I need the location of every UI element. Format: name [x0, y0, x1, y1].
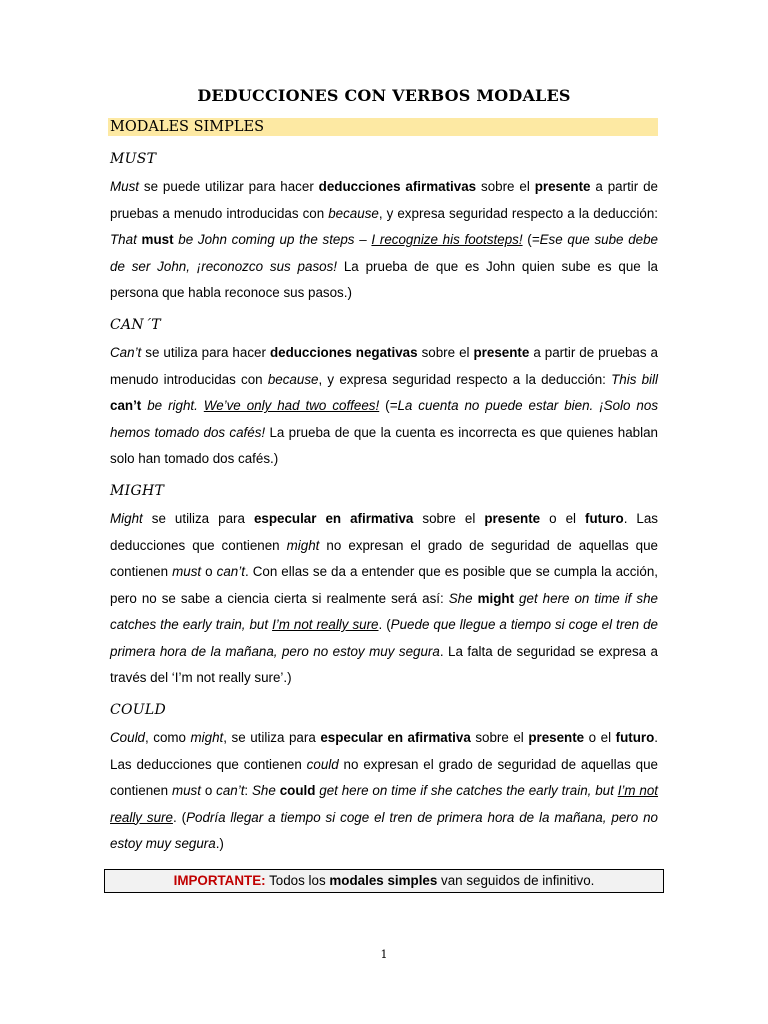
text-span: . Las deducciones que contienen [110, 730, 659, 772]
text-span: sobre el [470, 730, 529, 745]
text-span: , y expresa seguridad respecto a la deducción: [318, 371, 612, 387]
paragraph-might [110, 506, 658, 692]
text-span: =La cuenta no puede estar bien. ¡Solo nos hemos tomado dos cafés! [110, 398, 659, 440]
text-span: o el [584, 730, 616, 745]
text-span: especular en afirmativa [253, 511, 414, 526]
text-span: might [477, 590, 515, 606]
text-span: o [200, 783, 217, 798]
text-span: I recognize his footsteps! [371, 232, 523, 247]
section-heading-modales-simples: MODALES SIMPLES [108, 118, 658, 136]
text-span: Puede que llegue a tiempo si coge el tren de primera hora de la mañana, pero no estoy muy segura [110, 617, 658, 659]
text-span: deducciones negativas [269, 345, 418, 360]
text-span: could [279, 783, 316, 798]
text-span: be right. [141, 398, 204, 413]
text-span: , se utiliza para [223, 730, 321, 745]
text-span: get here on time if she catches the early train, but [110, 590, 658, 632]
text-span: =Ese que sube debe de ser John, ¡reconozco sus pasos! [110, 232, 659, 274]
text-span: can’t [216, 783, 245, 798]
text-span: . La falta de seguridad se expresa a través del ‘I’m not really sure’.) [110, 643, 659, 685]
paragraph-cant [110, 340, 658, 473]
text-span: Must [110, 179, 140, 194]
text-span: . ( [172, 809, 187, 825]
important-label: IMPORTANTE: [173, 873, 266, 888]
text-span: can’t [110, 398, 142, 413]
text-span: deducciones afirmativas [318, 179, 477, 194]
text-span: Can’t [110, 345, 142, 360]
text-span: futuro [615, 730, 655, 745]
text-span: I’m not really sure [272, 617, 379, 632]
text-span: be John coming up the steps – [173, 232, 372, 247]
text-span: That [110, 232, 142, 247]
text-span: especular en afirmativa [320, 730, 471, 745]
important-note-box [104, 869, 664, 893]
text-span: presente [528, 730, 585, 745]
text-span: ( [522, 232, 532, 247]
heading-could: COULD [110, 702, 167, 718]
text-span: Podría llegar a tiempo si coge el tren de primera hora de la mañana, pero no estoy muy segura [110, 809, 658, 851]
text-span: We’ve only had two coffees! [203, 398, 380, 413]
text-span: . Con ellas se da a entender que es posible que se cumpla la acción, pero no se sabe a ciencia cierta si realmente será así: [110, 564, 658, 606]
text-span: a partir de pruebas a menudo introducidas con [110, 345, 659, 387]
text-span: se utiliza para [142, 511, 254, 526]
text-span: must [141, 232, 174, 247]
text-span: no expresan el grado de seguridad de aquellas que contienen [110, 756, 658, 798]
heading-cant: CAN´T [110, 317, 161, 333]
text-span: might [190, 730, 224, 745]
text-span: sobre el [413, 511, 485, 526]
text-span: because [267, 371, 319, 387]
paragraph-must [110, 174, 658, 307]
text-span: sobre el [476, 179, 535, 194]
page-number: 1 [380, 948, 388, 961]
text-span: presente [534, 179, 591, 194]
text-span: : [244, 783, 252, 798]
text-span: I’m not really sure [110, 783, 659, 825]
text-span: se utiliza para hacer [141, 345, 270, 360]
heading-must: MUST [110, 151, 157, 167]
text-span: no expresan el grado de seguridad de aquellas que contienen [110, 537, 658, 579]
paragraph-could [110, 725, 658, 858]
text-span: could [306, 756, 339, 772]
text-span: can’t [216, 564, 245, 579]
text-span: van seguidos de infinitivo. [437, 873, 595, 888]
text-span: o el [540, 511, 586, 526]
heading-might: MIGHT [110, 483, 165, 499]
text-span: La prueba de que es John quien sube es que la persona que habla reconoce sus pasos.) [110, 258, 659, 300]
text-span: sobre el [417, 345, 474, 360]
text-span: , como [145, 730, 191, 745]
text-span: might [286, 537, 320, 553]
text-span: , y expresa seguridad respecto a la deducción: [378, 205, 658, 221]
text-span: get here on time if she catches the early train, but [315, 783, 618, 798]
text-span: .) [215, 836, 224, 851]
document-title: DEDUCCIONES CON VERBOS MODALES [197, 86, 571, 105]
text-span: Todos los [265, 873, 330, 888]
text-span: She [448, 590, 478, 606]
text-span: must [171, 783, 201, 798]
text-span: She [252, 783, 280, 798]
text-span: presente [473, 345, 530, 360]
text-span: ( [379, 398, 390, 413]
text-span: La prueba de que la cuenta es incorrecta es que quienes hablan solo han tomado dos cafés.) [110, 424, 658, 466]
text-span: . Las deducciones que contienen [110, 511, 658, 553]
text-span: futuro [585, 511, 624, 526]
text-span: because [328, 205, 379, 221]
text-span: This bill [611, 371, 658, 387]
text-span: o [201, 564, 217, 579]
text-span: modales simples [329, 873, 438, 888]
text-span: . ( [378, 617, 391, 632]
text-span: presente [484, 511, 541, 526]
text-span: Might [110, 511, 143, 526]
text-span: Could [110, 730, 145, 745]
text-span: must [172, 564, 202, 579]
text-span: se puede utilizar para hacer [139, 179, 319, 194]
text-span: a partir de pruebas a menudo introducidas con [110, 179, 658, 221]
